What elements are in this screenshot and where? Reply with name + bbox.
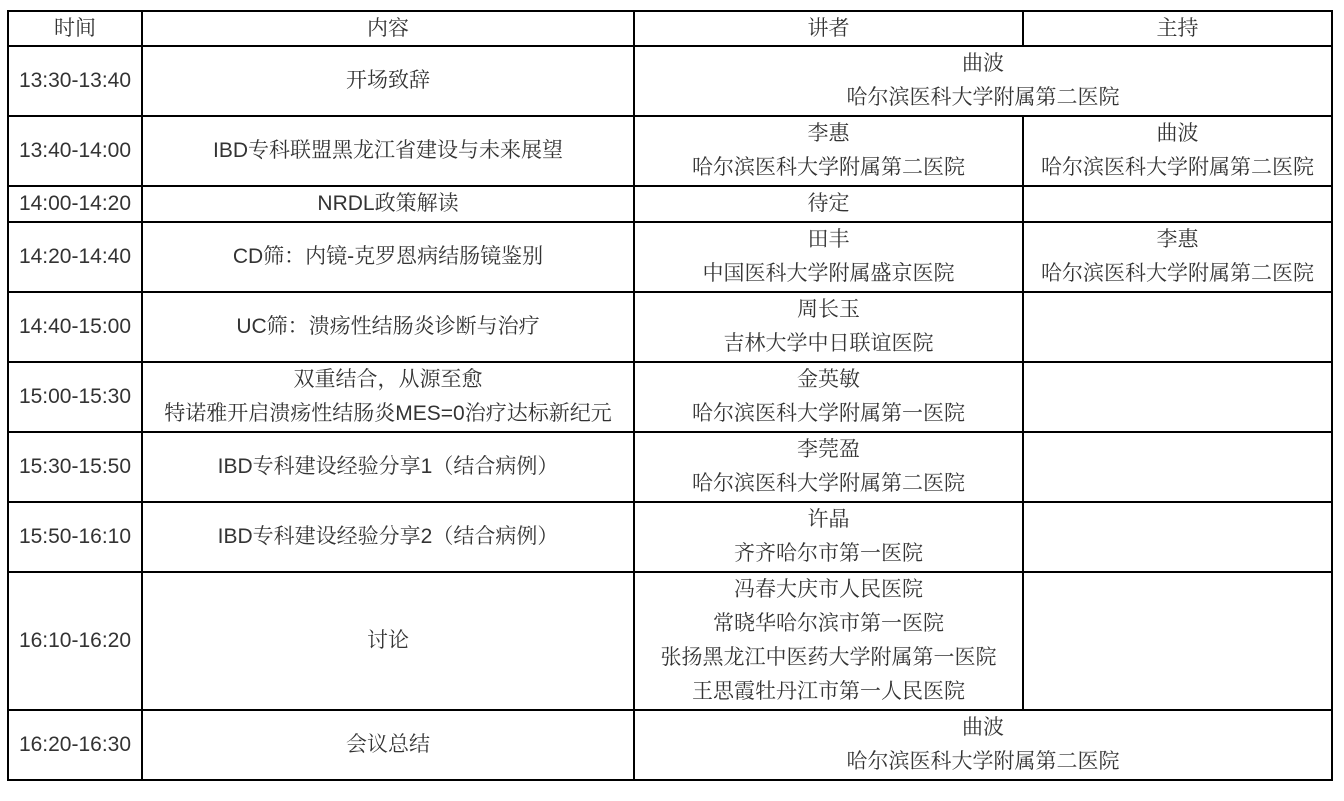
content-cell [142, 432, 634, 502]
content-cell [142, 292, 634, 362]
speaker-cell [634, 572, 1023, 710]
speaker-cell [634, 116, 1023, 186]
speaker-cell [634, 186, 1023, 222]
cell-line: 哈尔滨医科大学附属第二医院 [692, 156, 965, 179]
host-cell [1023, 292, 1332, 362]
cell-line: 周长玉 [797, 298, 860, 321]
content-cell [142, 116, 634, 186]
content-cell [142, 46, 634, 116]
table-row [8, 502, 1332, 572]
table-row [8, 432, 1332, 502]
time-cell: 15:00-15:30 [8, 362, 142, 432]
time-cell: 15:50-16:10 [8, 502, 142, 572]
cell-line: 吉林大学中日联谊医院 [723, 332, 934, 355]
time-cell: 13:40-14:00 [8, 116, 142, 186]
cell-line: 金英敏 [797, 368, 860, 391]
time-cell: 14:00-14:20 [8, 186, 142, 222]
host-cell [1023, 186, 1332, 222]
speaker-cell [634, 362, 1023, 432]
speaker-cell [634, 292, 1023, 362]
content-cell [142, 502, 634, 572]
cell-line: 李惠 [1156, 228, 1199, 251]
content-cell [142, 710, 634, 780]
cell-line: 哈尔滨医科大学附属第二医院 [846, 86, 1120, 109]
time-cell: 15:30-15:50 [8, 432, 142, 502]
cell-line: IBD专科联盟黑龙江省建设与未来展望 [212, 139, 563, 162]
content-cell [142, 186, 634, 222]
cell-line: 开场致辞 [346, 69, 430, 92]
content-cell [142, 362, 634, 432]
cell-line: 王思霞牡丹江市第一人民医院 [692, 680, 965, 703]
table-row [8, 572, 1332, 710]
cell-line: 哈尔滨医科大学附属第二医院 [1041, 262, 1314, 285]
time-cell: 13:30-13:40 [8, 46, 142, 116]
cell-line: 双重结合，从源至愈 [293, 368, 483, 391]
speaker-cell [634, 432, 1023, 502]
cell-line: CD筛：内镜-克罗恩病结肠镜鉴别 [232, 245, 544, 268]
header-row [8, 11, 1332, 46]
host-cell [1023, 432, 1332, 502]
host-cell [1023, 222, 1332, 292]
table-row [8, 116, 1332, 186]
host-cell [1023, 572, 1332, 710]
cell-line: NRDL政策解读 [317, 192, 459, 215]
time-cell: 14:40-15:00 [8, 292, 142, 362]
cell-line: 哈尔滨医科大学附属第二医院 [846, 750, 1120, 773]
table-row [8, 222, 1332, 292]
column-header-content: 内容 [142, 11, 634, 46]
schedule-table [7, 10, 1333, 781]
speaker-cell [634, 710, 1332, 780]
cell-line: IBD专科建设经验分享2（结合病例） [217, 525, 559, 548]
column-header-speaker: 讲者 [634, 11, 1023, 46]
cell-line: 会议总结 [346, 733, 430, 756]
speaker-cell [634, 46, 1332, 116]
cell-line: 李莞盈 [797, 438, 860, 461]
cell-line: 张扬黑龙江中医药大学附属第一医院 [660, 646, 997, 669]
cell-line: 中国医科大学附属盛京医院 [702, 262, 955, 285]
cell-line: 曲波 [1156, 122, 1199, 145]
content-cell [142, 572, 634, 710]
cell-line: 哈尔滨医科大学附属第二医院 [692, 472, 965, 495]
cell-line: 哈尔滨医科大学附属第一医院 [692, 402, 965, 425]
table-header [8, 11, 1332, 46]
time-cell: 14:20-14:40 [8, 222, 142, 292]
host-cell [1023, 362, 1332, 432]
cell-line: 李惠 [807, 122, 850, 145]
table-row [8, 46, 1332, 116]
table-row [8, 292, 1332, 362]
time-cell: 16:10-16:20 [8, 572, 142, 710]
cell-line: 特诺雅开启溃疡性结肠炎MES=0治疗达标新纪元 [164, 402, 612, 425]
table-row [8, 710, 1332, 780]
host-cell [1023, 502, 1332, 572]
table-row [8, 362, 1332, 432]
cell-line: 待定 [807, 192, 850, 215]
cell-line: 哈尔滨医科大学附属第二医院 [1041, 156, 1314, 179]
cell-line: 冯春大庆市人民医院 [734, 578, 923, 601]
cell-line: 许晶 [807, 508, 850, 531]
table-row [8, 186, 1332, 222]
cell-line: 曲波 [962, 716, 1004, 739]
cell-line: 曲波 [962, 52, 1004, 75]
content-cell [142, 222, 634, 292]
host-cell [1023, 116, 1332, 186]
speaker-cell [634, 222, 1023, 292]
speaker-cell [634, 502, 1023, 572]
column-header-time: 时间 [8, 11, 142, 46]
schedule-body [8, 46, 1332, 780]
cell-line: 齐齐哈尔市第一医院 [734, 542, 923, 565]
cell-line: 田丰 [807, 228, 850, 251]
cell-line: 常晓华哈尔滨市第一医院 [713, 612, 944, 635]
cell-line: 讨论 [367, 629, 409, 652]
cell-line: IBD专科建设经验分享1（结合病例） [217, 455, 559, 478]
time-cell: 16:20-16:30 [8, 710, 142, 780]
cell-line: UC筛：溃疡性结肠炎诊断与治疗 [236, 315, 540, 338]
column-header-host: 主持 [1023, 11, 1332, 46]
